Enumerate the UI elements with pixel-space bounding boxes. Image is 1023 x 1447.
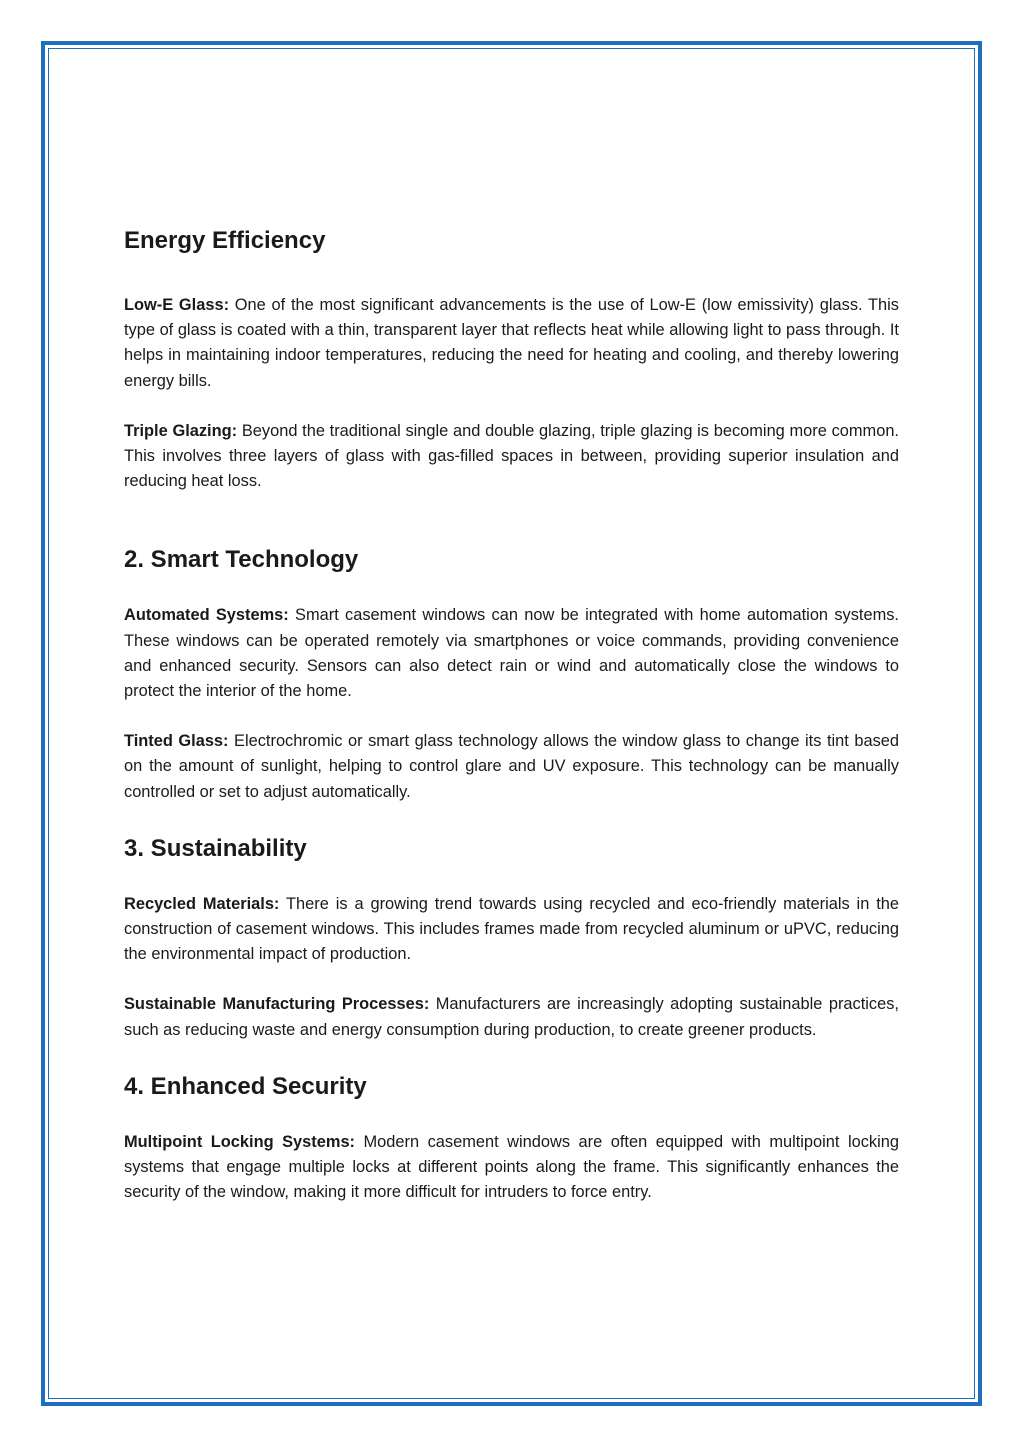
term-label: Recycled Materials:	[124, 894, 280, 913]
term-label: Automated Systems:	[124, 606, 289, 625]
paragraph-multipoint-locking	[124, 1130, 899, 1206]
paragraph-sustainable-manufacturing	[124, 992, 899, 1042]
term-label: Multipoint Locking Systems:	[124, 1132, 356, 1151]
section-heading: 2. Smart Technology	[124, 546, 359, 574]
term-label: Sustainable Manufacturing Processes:	[124, 995, 430, 1014]
paragraph-text: Modern casement windows are often equipped with multipoint locking systems that engage multiple locks at different points along the frame. This significantly enhances the security of the window, making it more difficult for intruders to force entry.	[124, 1132, 899, 1202]
paragraph-text: There is a growing trend towards using recycled and eco-friendly materials in the construction of casement windows. This includes frames made from recycled aluminum or uPVC, reducing the environmental impact of production.	[124, 894, 899, 964]
section-heading: 3. Sustainability	[124, 834, 307, 862]
paragraph-automated-systems	[124, 603, 899, 704]
term-label: Tinted Glass:	[124, 732, 229, 751]
paragraph-text: Beyond the traditional single and double glazing, triple glazing is becoming more common. This involves three layers of glass with gas-filled spaces in between, providing superior insulation and reducing heat loss.	[124, 421, 899, 491]
section-sustainability	[124, 830, 899, 1043]
section-enhanced-security	[124, 1068, 899, 1206]
paragraph-low-e-glass	[124, 293, 899, 394]
paragraph-text: Smart casement windows can now be integrated with home automation systems. These windows can be operated remotely via smartphones or voice commands, providing convenience and enhanced security. Sensors can also detect rain or wind and automatically close the windows to protect the interior of the home.	[124, 606, 899, 701]
paragraph-text: Electrochromic or smart glass technology allows the window glass to change its tint based on the amount of sunlight, helping to control glare and UV exposure. This technology can be manually controlled or set to adjust automatically.	[124, 732, 900, 801]
paragraph-recycled-materials	[124, 892, 899, 968]
section-heading: Energy Efficiency	[124, 227, 326, 254]
paragraph-text: One of the most significant advancements is the use of Low-E (low emissivity) glass. This type of glass is coated with a thin, transparent layer that reflects heat while allowing light to pass through. It helps in maintaining indoor temperatures, reducing the need for heating and cooling, and thereby lowering energy bills.	[124, 296, 899, 390]
paragraph-triple-glazing	[124, 419, 899, 495]
section-energy-efficiency	[124, 222, 899, 494]
document-body	[124, 222, 899, 1230]
paragraph-text: Manufacturers are increasingly adopting sustainable practices, such as reducing waste and energy consumption during production, to create greener products.	[124, 995, 899, 1039]
term-label: Low-E Glass:	[124, 296, 230, 314]
paragraph-tinted-glass	[124, 729, 899, 805]
term-label: Triple Glazing:	[124, 421, 238, 440]
section-heading: 4. Enhanced Security	[124, 1072, 367, 1100]
section-smart-technology	[124, 541, 899, 804]
